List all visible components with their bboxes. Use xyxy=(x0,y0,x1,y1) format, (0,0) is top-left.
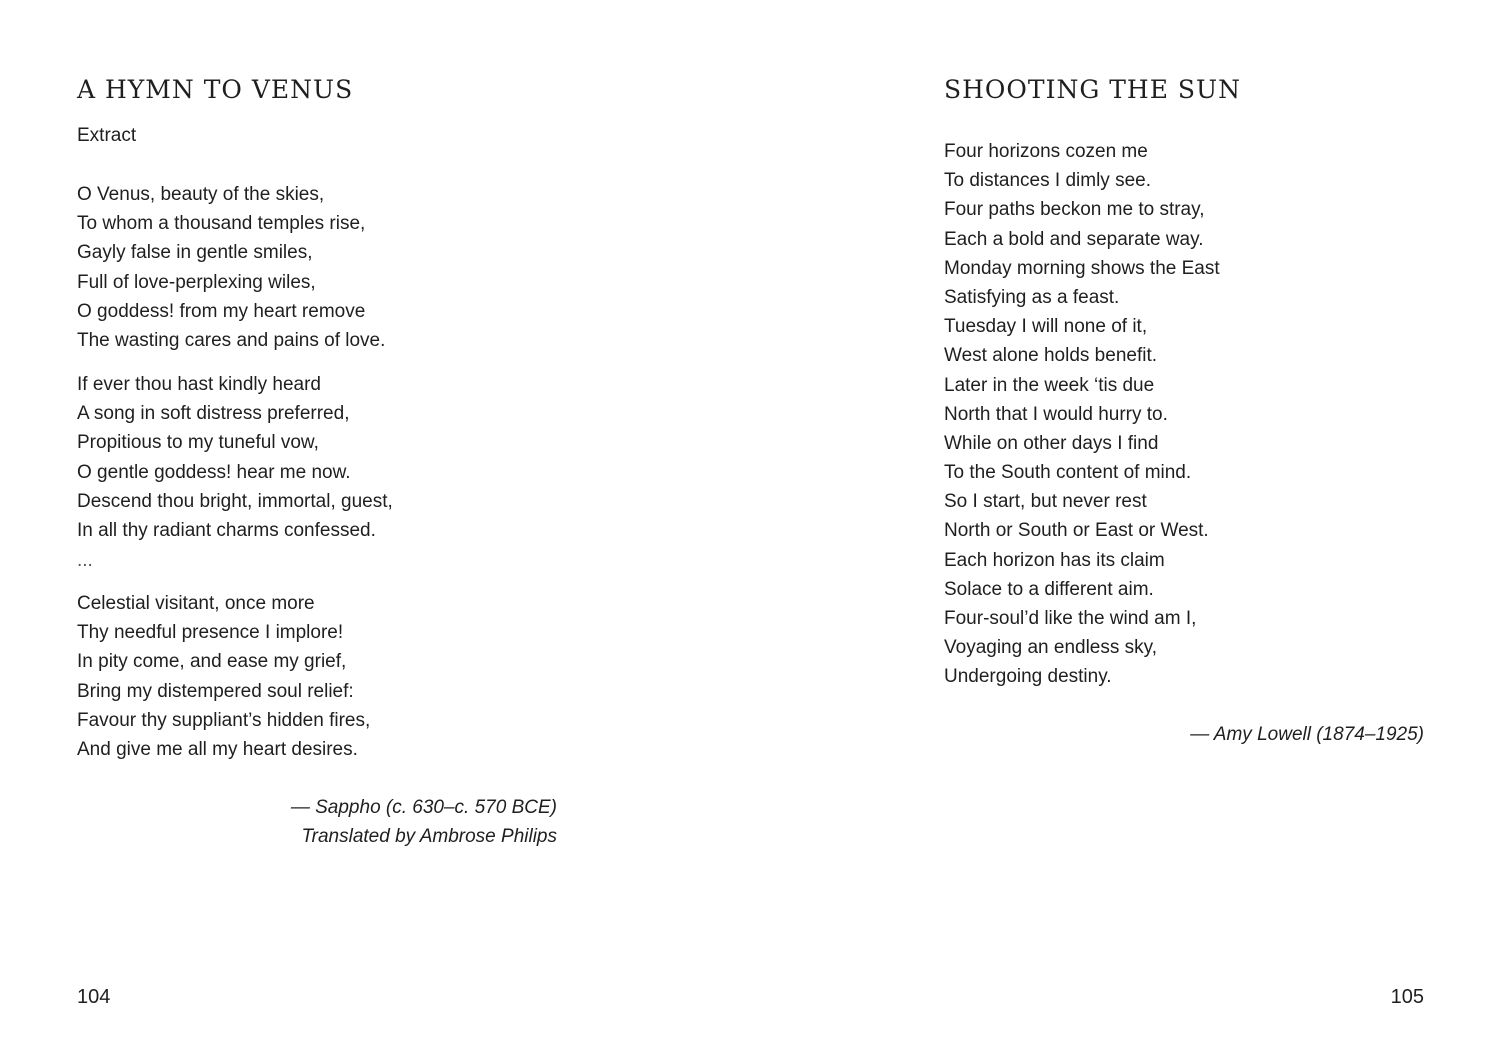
attribution xyxy=(291,793,557,851)
poem-line: Each a bold and separate way. xyxy=(944,228,1204,250)
poem-title: SHOOTING THE SUN xyxy=(944,75,1242,104)
right-page xyxy=(944,0,1424,1059)
page-number: 105 xyxy=(1390,986,1424,1008)
attribution-author: — Amy Lowell (1874–1925) xyxy=(1190,724,1424,745)
poem-line: Propitious to my tuneful vow, xyxy=(77,432,319,454)
stanza xyxy=(77,180,385,355)
poem-title: A HYMN TO VENUS xyxy=(77,75,354,104)
page-number: 104 xyxy=(77,986,111,1008)
poem-line: North that I would hurry to. xyxy=(944,403,1168,425)
poem-line: O Venus, beauty of the skies, xyxy=(77,184,325,205)
poem-line: Descend thou bright, immortal, guest, xyxy=(77,490,393,512)
poem-line: Later in the week ‘tis due xyxy=(944,374,1155,396)
stanza xyxy=(944,137,1220,692)
poem-line: Four horizons cozen me xyxy=(944,141,1148,162)
poem-subtitle: Extract xyxy=(77,125,137,146)
left-page xyxy=(77,0,577,1059)
poem-line: Four-soul’d like the wind am I, xyxy=(944,608,1197,629)
poem-line: Four paths beckon me to stray, xyxy=(944,199,1205,221)
poem-line: O goddess! from my heart remove xyxy=(77,300,366,322)
stanza xyxy=(77,589,370,764)
attribution-translator: Translated by Ambrose Philips xyxy=(301,826,557,847)
poem-line: Celestial visitant, once more xyxy=(77,593,315,614)
stanza xyxy=(77,370,393,545)
poem-line: Each horizon has its claim xyxy=(944,549,1165,571)
poem-line: To the South content of mind. xyxy=(944,462,1192,484)
poem-line: So I start, but never rest xyxy=(944,491,1147,513)
poem-line: North or South or East or West. xyxy=(944,520,1209,542)
poem-line: Voyaging an endless sky, xyxy=(944,637,1158,659)
poem-line: In all thy radiant charms confessed. xyxy=(77,519,376,541)
poem-line: To distances I dimly see. xyxy=(944,170,1151,192)
poem-line: If ever thou hast kindly heard xyxy=(77,374,321,395)
poem-line: In pity come, and ease my grief, xyxy=(77,651,347,673)
poem-line: West alone holds benefit. xyxy=(944,345,1158,367)
ellipsis: ... xyxy=(77,550,93,571)
poem-line: Satisfying as a feast. xyxy=(944,286,1120,308)
poem-line: Undergoing destiny. xyxy=(944,666,1112,688)
poem-line: Tuesday I will none of it, xyxy=(944,316,1148,338)
poem-line: While on other days I find xyxy=(944,432,1159,454)
poem-line: Favour thy suppliant’s hidden fires, xyxy=(77,709,371,731)
poem-line: To whom a thousand temples rise, xyxy=(77,213,366,235)
poem-line: Gayly false in gentle smiles, xyxy=(77,242,313,264)
poem-line: O gentle goddess! hear me now. xyxy=(77,461,351,483)
poem-line: Full of love-perplexing wiles, xyxy=(77,271,316,293)
attribution-author: — Sappho (c. 630–c. 570 BCE) xyxy=(290,797,557,818)
poem-line: A song in soft distress preferred, xyxy=(77,403,350,425)
poem-line: Solace to a different aim. xyxy=(944,578,1154,600)
poem-line: Monday morning shows the East xyxy=(944,257,1220,279)
poem-line: And give me all my heart desires. xyxy=(77,738,358,760)
poem-line: Bring my distempered soul relief: xyxy=(77,680,354,702)
poem-line: The wasting cares and pains of love. xyxy=(77,329,386,351)
poem-line: Thy needful presence I implore! xyxy=(77,622,344,644)
